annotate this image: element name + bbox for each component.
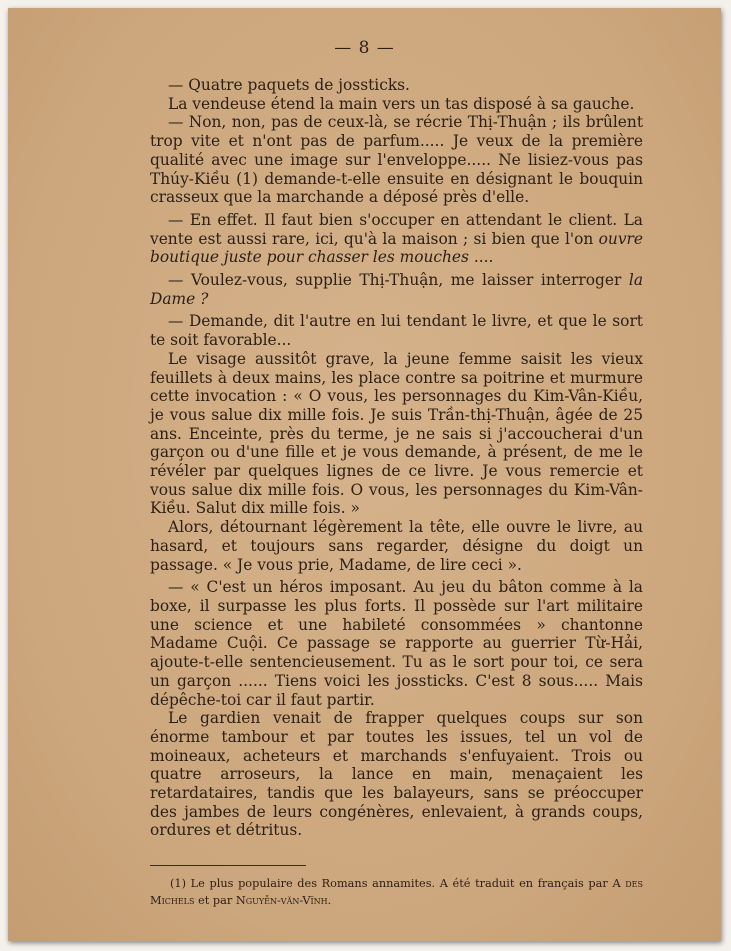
- footnote-text-end: .: [327, 894, 332, 907]
- footnote-divider: [150, 865, 306, 866]
- footnote-marker: (1): [170, 877, 187, 890]
- paragraph-5: [150, 271, 643, 308]
- footnote-text-mid: et par: [194, 894, 236, 907]
- footnote-text: Le plus populaire des Romans annamites. A été traduit en français par: [186, 877, 613, 890]
- page-number: — 8 —: [334, 38, 395, 58]
- paragraph-4-tail: ....: [468, 248, 494, 267]
- paragraph-7: Le visage aussitôt grave, la jeune femme saisit les vieux feuillets à deux mains, les place contre sa poitrine et murmure cette invocation : « O vous, les personnages du Kim-Vân-Kiều, je vous salue dix mille fois. Je suis Trần-thị-Thuận, âgée de 25 ans. Enceinte, près du terme, je ne sais si j'accoucherai d'un garçon ou d'une fille et je vous demande, à présent, de me le révéler par quelques lignes de ce livre. Je vous remercie et vous salue dix mille fois. O vous, les personnages du Kim-Vân-Kiều. Salut dix mille fois. »: [150, 349, 643, 518]
- paragraph-5-italic: la Dame ?: [150, 271, 643, 308]
- paragraph-4-text: — En effet. Il faut bien s'occuper en attendant le client. La vente est aussi rare, ici, qu'à la maison ; si bien que l'on: [150, 210, 643, 248]
- book-page: [8, 8, 721, 941]
- paragraph-6: — Demande, dit l'autre en lui tendant le livre, et que le sort te soit favorable...: [150, 312, 643, 350]
- paragraph-5-text: — Voulez-vous, supplie Thị-Thuận, me laisser interroger: [168, 271, 629, 290]
- paragraph-8: Alors, détournant légèrement la tête, elle ouvre le livre, au hasard, et toujours sans regarder, désigne du doigt un passage. « Je vous prie, Madame, de lire ceci ».: [150, 518, 643, 574]
- paragraph-9: — « C'est un héros imposant. Au jeu du bâton comme à la boxe, il surpasse les plus forts. Il possède sur l'art militaire une science et une habileté consommées » chantonne Madame Cuội. Ce passage se rapporte au guerrier Từ-Hải, ajoute-t-elle sentencieusement. Tu as le sort pour toi, ce sera un garçon ...... Tiens voici les jossticks. C'est 8 sous..... Mais dépêche-toi car il faut partir.: [150, 578, 643, 709]
- paragraph-1: — Quatre paquets de jossticks.: [168, 76, 410, 94]
- footnote-author-1: A des Michels: [150, 877, 643, 907]
- paragraph-10: Le gardien venait de frapper quelques coups sur son énorme tambour et par toutes les issues, tel un vol de moineaux, acheteurs et marchands s'enfuyaient. Trois ou quatre arroseurs, la lance en main, menaçaient les retardataires, tandis que les balayeurs, sans se préoccuper des jambes de leurs congénères, enlevaient, à grands coups, ordures et détritus.: [150, 709, 643, 840]
- paragraph-4: [150, 211, 643, 267]
- paragraph-4-italic: ouvre boutique juste pour chasser les mouches: [150, 229, 643, 267]
- footnote: [150, 875, 643, 909]
- paragraph-3: — Non, non, pas de ceux-là, se récrie Thị-Thuận ; ils brûlent trop vite et n'ont pas de parfum..... Je veux de la première qualité avec une image sur l'enveloppe..... Ne lisiez-vous pas Thúy-Kiều (1) demande-t-elle ensuite en désignant le bouquin crasseux que la marchande a déposé près d'elle.: [150, 113, 643, 207]
- body-text: [150, 76, 643, 840]
- paragraph-2: La vendeuse étend la main vers un tas disposé à sa gauche.: [168, 94, 635, 113]
- footnote-author-2: Nguyễn-văn-Vĩnh: [235, 894, 328, 907]
